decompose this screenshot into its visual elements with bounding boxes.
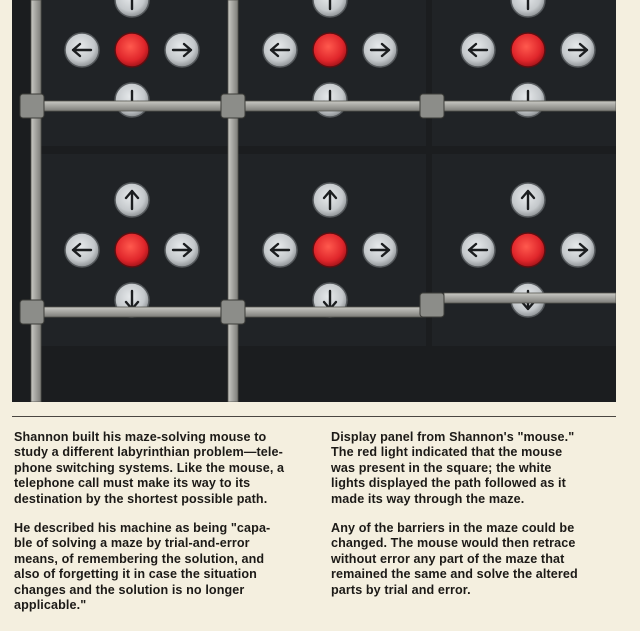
arrow-left-icon xyxy=(461,233,495,267)
barrier-post xyxy=(20,300,44,324)
arrow-right-icon xyxy=(561,233,595,267)
barrier-vertical xyxy=(31,324,41,402)
red-light-icon xyxy=(115,233,149,267)
barrier-horizontal xyxy=(244,101,422,111)
caption-left-paragraph-2: He described his machine as being "capa- ble of solving a maze by trial-and-error means, of remembering the solution, and also of forgetting it in case the situation changes and the solution is no longer applicable." xyxy=(14,521,271,613)
arrow-down-icon xyxy=(511,83,545,117)
barrier-post xyxy=(221,300,245,324)
arrow-right-icon xyxy=(363,233,397,267)
caption-left-paragraph-1: Shannon built his maze-solving mouse to study a different labyrinthian problem—tele- phone switching systems. Like the mouse, a telephone call must make its way to its destination by the shortest possible path. xyxy=(14,430,285,506)
maze-cell xyxy=(234,0,426,146)
barrier-horizontal xyxy=(444,293,616,303)
arrow-down-icon xyxy=(313,83,347,117)
caption-right-paragraph-1: Display panel from Shannon's "mouse." The red light indicated that the mouse was present in the square; the white lights displayed the path followed as it made its way through the maze. xyxy=(331,430,575,506)
caption-left-column xyxy=(14,430,286,627)
red-light-icon xyxy=(115,33,149,67)
maze-panel-illustration xyxy=(12,0,616,402)
caption-right-paragraph-2: Any of the barriers in the maze could be changed. The mouse would then retrace without error any part of the maze that remained the same and solve the altered parts by trial and error. xyxy=(331,521,578,597)
maze-cell xyxy=(36,0,228,146)
barrier-horizontal xyxy=(32,101,222,111)
barrier-horizontal xyxy=(444,101,616,111)
arrow-up-icon xyxy=(115,183,149,217)
arrow-left-icon xyxy=(461,33,495,67)
red-light-icon xyxy=(313,33,347,67)
arrow-right-icon xyxy=(561,33,595,67)
barrier-vertical xyxy=(228,324,238,402)
barrier-post xyxy=(420,94,444,118)
barrier-post xyxy=(20,94,44,118)
barrier-post xyxy=(420,293,444,317)
maze-cell xyxy=(432,0,616,146)
barrier-vertical xyxy=(31,118,41,300)
arrow-right-icon xyxy=(165,33,199,67)
arrow-down-icon xyxy=(115,83,149,117)
barrier-post xyxy=(221,94,245,118)
arrow-right-icon xyxy=(165,233,199,267)
barrier-horizontal xyxy=(32,307,222,317)
arrow-left-icon xyxy=(65,33,99,67)
caption-right-column xyxy=(331,430,603,612)
barrier-vertical xyxy=(228,118,238,300)
red-light-icon xyxy=(511,33,545,67)
maze-cell xyxy=(432,154,616,346)
red-light-icon xyxy=(313,233,347,267)
arrow-up-icon xyxy=(313,183,347,217)
arrow-right-icon xyxy=(363,33,397,67)
arrow-up-icon xyxy=(511,183,545,217)
arrow-left-icon xyxy=(263,233,297,267)
caption-divider xyxy=(12,416,616,417)
barrier-horizontal xyxy=(244,307,422,317)
arrow-left-icon xyxy=(263,33,297,67)
barrier-vertical xyxy=(31,0,41,94)
arrow-left-icon xyxy=(65,233,99,267)
maze-display-panel-photo xyxy=(12,0,616,402)
red-light-icon xyxy=(511,233,545,267)
barrier-vertical xyxy=(228,0,238,94)
